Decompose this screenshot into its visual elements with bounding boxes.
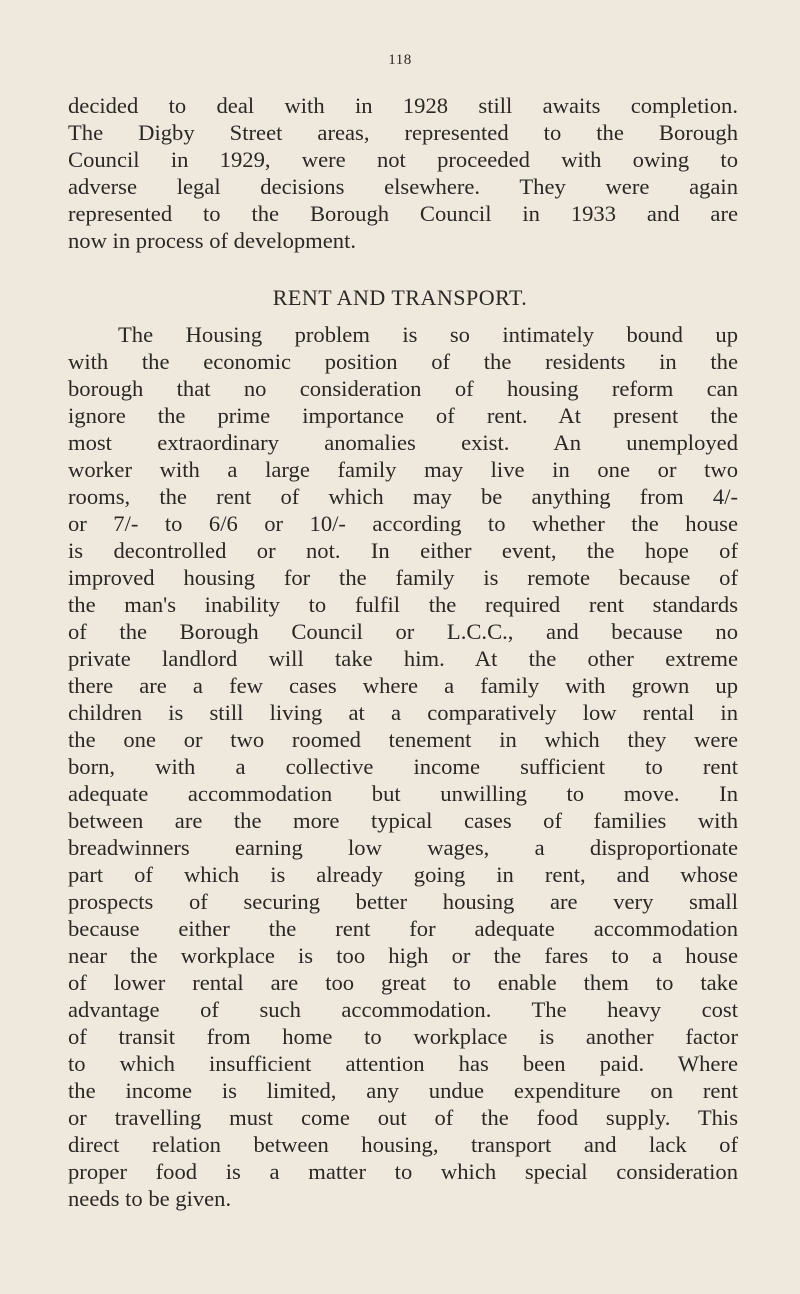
text-line: Council in 1929, were not proceeded with owing to [68,147,738,172]
text-line: ignore the prime importance of rent. At present the [68,403,738,428]
text-line: of the Borough Council or L.C.C., and because no [68,619,738,644]
text-line: part of which is already going in rent, and whose [68,862,738,887]
text-line: proper food is a matter to which special consideration [68,1159,738,1184]
text-line: The Housing problem is so intimately bound up [118,322,738,347]
text-line: breadwinners earning low wages, a disproportionate [68,835,738,860]
text-line: represented to the Borough Council in 1933 and are [68,201,738,226]
text-line: borough that no consideration of housing reform can [68,376,738,401]
text-line: prospects of securing better housing are very small [68,889,738,914]
text-line: or travelling must come out of the food supply. This [68,1105,738,1130]
text-line: between are the more typical cases of families with [68,808,738,833]
text-line: adequate accommodation but unwilling to move. In [68,781,738,806]
text-line: The Digby Street areas, represented to the Borough [68,120,738,145]
text-line: direct relation between housing, transport and lack of [68,1132,738,1157]
paragraph-rent-and-transport [68,321,738,1212]
text-line: adverse legal decisions elsewhere. They were again [68,174,738,199]
text-line: children is still living at a comparatively low rental in [68,700,738,725]
page-number: 118 [388,52,412,68]
text-line: of transit from home to workplace is another factor [68,1024,738,1049]
text-line: because either the rent for adequate accommodation [68,916,738,941]
text-line: the one or two roomed tenement in which they were [68,727,738,752]
text-line: born, with a collective income sufficient to rent [68,754,738,779]
text-line: now in process of development. [68,228,357,253]
text-line: needs to be given. [68,1186,232,1211]
paragraph-continuation [68,92,738,254]
text-line: to which insufficient attention has been paid. Where [68,1051,738,1076]
text-line: there are a few cases where a family with grown up [68,673,738,698]
text-line: private landlord will take him. At the other extreme [68,646,738,671]
text-line: of lower rental are too great to enable them to take [68,970,738,995]
text-line: is decontrolled or not. In either event, the hope of [68,538,738,563]
text-line: rooms, the rent of which may be anything from 4/- [68,484,738,509]
text-line: near the workplace is too high or the fares to a house [68,943,738,968]
text-line: with the economic position of the residents in the [68,349,738,374]
text-line: decided to deal with in 1928 still awaits completion. [68,93,738,118]
text-line: or 7/- to 6/6 or 10/- according to whether the house [68,511,738,536]
text-line: the man's inability to fulfil the required rent standards [68,592,738,617]
text-line: advantage of such accommodation. The heavy cost [68,997,738,1022]
text-line: most extraordinary anomalies exist. An unemployed [68,430,738,455]
text-line: improved housing for the family is remote because of [68,565,738,590]
section-heading: RENT AND TRANSPORT. [272,285,528,310]
text-line: worker with a large family may live in one or two [68,457,738,482]
text-line: the income is limited, any undue expenditure on rent [68,1078,738,1103]
